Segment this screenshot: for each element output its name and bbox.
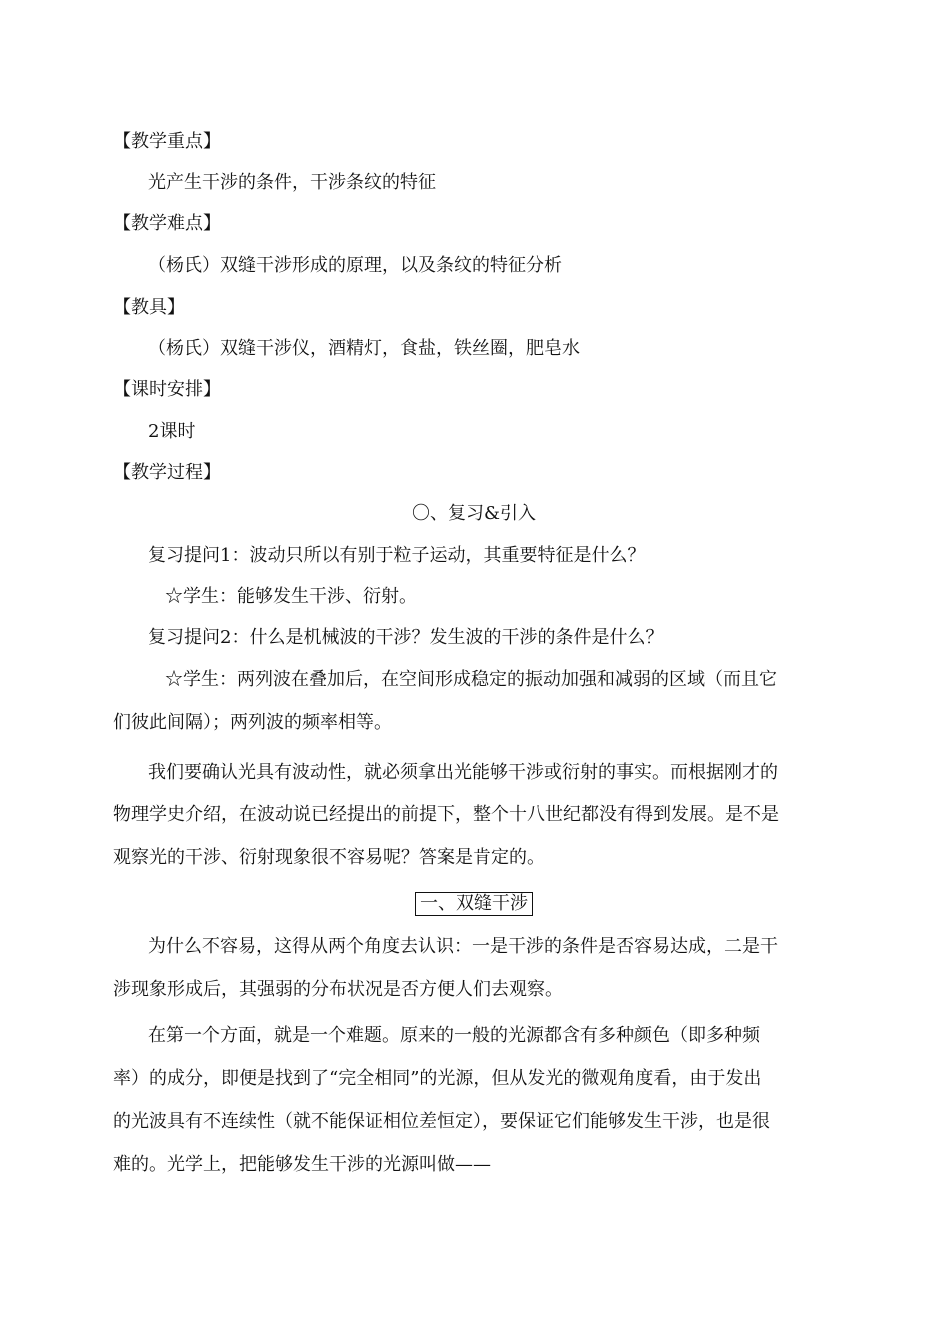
tools-heading: 【教具】 <box>113 297 185 318</box>
intro-paragraph-line-2: 物理学史介绍，在波动说已经提出的前提下，整个十八世纪都没有得到发展。是不是 <box>113 804 779 825</box>
double-slit-paragraph-2-line-4: 难的。光学上，把能够发生干涉的光源叫做—— <box>113 1154 491 1175</box>
double-slit-paragraph-2-line-1: 在第一个方面，就是一个难题。原来的一般的光源都含有多种颜色（即多种频 <box>148 1025 760 1046</box>
intro-paragraph-line-3: 观察光的干涉、衍射现象很不容易呢？答案是肯定的。 <box>113 847 545 868</box>
focus-text: 光产生干涉的条件，干涉条纹的特征 <box>148 172 436 193</box>
double-slit-paragraph-2-line-3: 的光波具有不连续性（就不能保证相位差恒定），要保证它们能够发生干涉，也是很 <box>113 1111 770 1132</box>
review-answer-1: ☆学生：能够发生干涉、衍射。 <box>165 586 417 607</box>
double-slit-title-wrap <box>113 892 835 916</box>
schedule-text: 2课时 <box>148 421 196 442</box>
tools-text: （杨氏）双缝干涉仪，酒精灯，食盐，铁丝圈，肥皂水 <box>148 338 580 359</box>
double-slit-title: 一、双缝干涉 <box>415 892 533 916</box>
intro-paragraph-line-1: 我们要确认光具有波动性，就必须拿出光能够干涉或衍射的事实。而根据刚才的 <box>148 762 778 783</box>
double-slit-paragraph-2-line-2: 率）的成分，即便是找到了“完全相同”的光源，但从发光的微观角度看，由于发出 <box>113 1068 762 1089</box>
difficulty-heading: 【教学难点】 <box>113 213 221 234</box>
double-slit-paragraph-1-line-2: 涉现象形成后，其强弱的分布状况是否方便人们去观察。 <box>113 979 563 1000</box>
focus-heading: 【教学重点】 <box>113 131 221 152</box>
process-heading: 【教学过程】 <box>113 462 221 483</box>
double-slit-paragraph-1-line-1: 为什么不容易，这得从两个角度去认识：一是干涉的条件是否容易达成，二是干 <box>148 936 778 957</box>
review-answer-2-line-1: ☆学生：两列波在叠加后，在空间形成稳定的振动加强和减弱的区域（而且它 <box>165 669 777 690</box>
difficulty-text: （杨氏）双缝干涉形成的原理，以及条纹的特征分析 <box>148 255 562 276</box>
review-title: 〇、复习&引入 <box>411 503 537 524</box>
review-answer-2-line-2: 们彼此间隔）；两列波的频率相等。 <box>113 712 392 733</box>
schedule-heading: 【课时安排】 <box>113 379 221 400</box>
review-question-2: 复习提问2：什么是机械波的干涉？发生波的干涉的条件是什么？ <box>148 627 664 648</box>
review-question-1: 复习提问1：波动只所以有别于粒子运动，其重要特征是什么？ <box>148 545 646 566</box>
